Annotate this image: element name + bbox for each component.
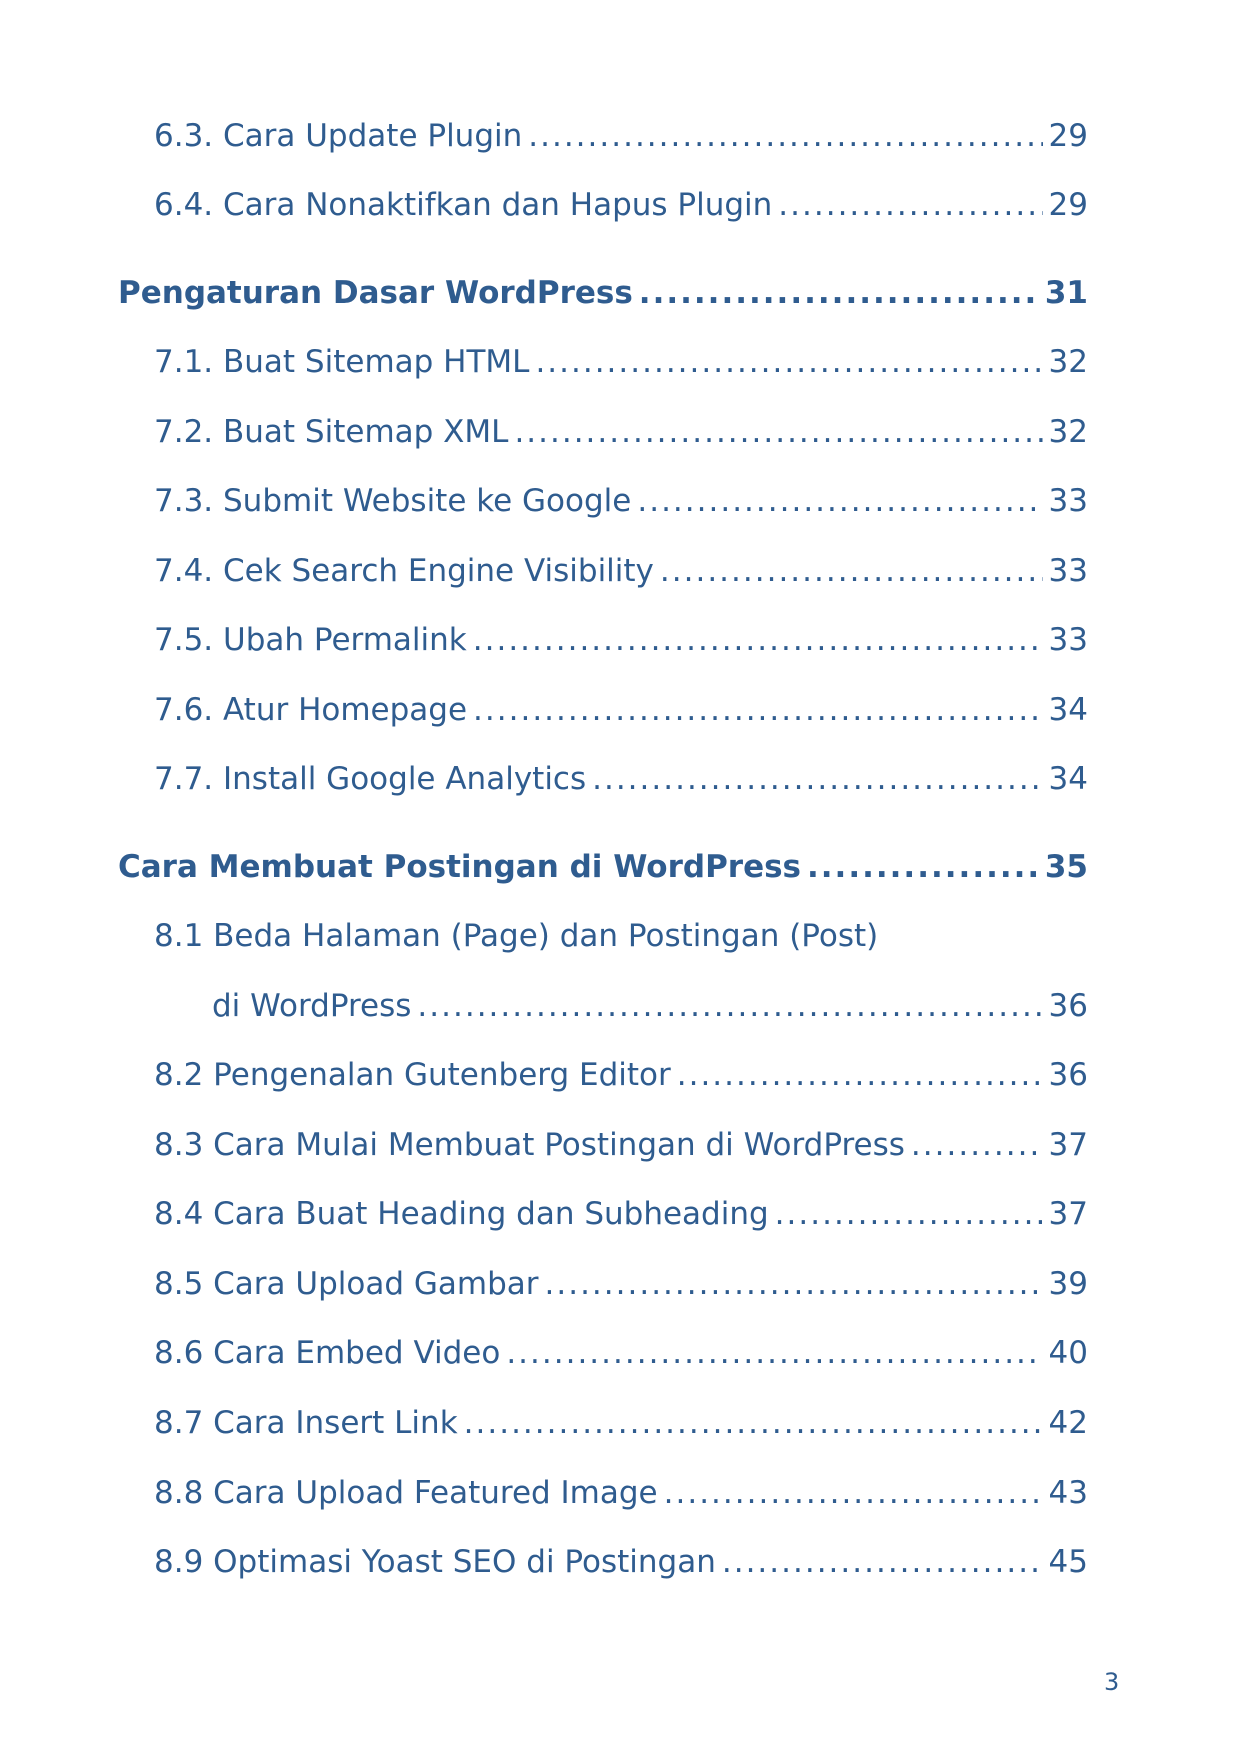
toc-entry-page: 34 bbox=[1048, 692, 1088, 728]
toc-chapter-pengaturan-dasar[interactable] bbox=[118, 275, 1088, 311]
toc-leader-dots bbox=[528, 118, 1042, 154]
toc-entry-7-5[interactable] bbox=[154, 622, 1088, 658]
toc-entry-page: 36 bbox=[1048, 988, 1088, 1024]
toc-entry-page: 34 bbox=[1048, 761, 1088, 797]
toc-entry-page: 40 bbox=[1048, 1335, 1088, 1371]
toc-entry-8-1-line-2[interactable] bbox=[212, 988, 1088, 1024]
toc-entry-title: 8.2 Pengenalan Gutenberg Editor bbox=[154, 1057, 671, 1093]
toc-entry-page: 43 bbox=[1048, 1475, 1088, 1511]
toc-entry-title: 7.7. Install Google Analytics bbox=[154, 761, 587, 797]
toc-entry-8-9[interactable] bbox=[154, 1544, 1088, 1580]
toc-entry-page: 39 bbox=[1048, 1266, 1088, 1302]
toc-entry-title: 8.6 Cara Embed Video bbox=[154, 1335, 501, 1371]
toc-entry-title: 7.3. Submit Website ke Google bbox=[154, 483, 632, 519]
toc-entry-7-6[interactable] bbox=[154, 692, 1088, 728]
toc-entry-6-3[interactable] bbox=[154, 118, 1088, 154]
toc-leader-dots bbox=[417, 988, 1042, 1024]
toc-entry-8-3[interactable] bbox=[154, 1127, 1088, 1163]
toc-entry-title: 7.5. Ubah Permalink bbox=[154, 622, 467, 658]
toc-leader-dots bbox=[660, 553, 1043, 589]
toc-entry-7-3[interactable] bbox=[154, 483, 1088, 519]
toc-leader-dots bbox=[473, 622, 1043, 658]
toc-entry-page: 32 bbox=[1048, 344, 1088, 380]
toc-entry-page: 36 bbox=[1048, 1057, 1088, 1093]
toc-entry-title: 8.8 Cara Upload Featured Image bbox=[154, 1475, 658, 1511]
page-number: 3 bbox=[1104, 1668, 1120, 1696]
toc-entry-8-6[interactable] bbox=[154, 1335, 1088, 1371]
toc-entry-page: 37 bbox=[1048, 1196, 1088, 1232]
toc-entry-page: 42 bbox=[1048, 1405, 1088, 1441]
toc-entry-page: 29 bbox=[1048, 118, 1088, 154]
toc-entry-page: 33 bbox=[1048, 483, 1088, 519]
toc-entry-title: 8.7 Cara Insert Link bbox=[154, 1405, 458, 1441]
toc-entry-title: 8.4 Cara Buat Heading dan Subheading bbox=[154, 1196, 769, 1232]
toc-entry-7-7[interactable] bbox=[154, 761, 1088, 797]
toc-leader-dots bbox=[473, 692, 1043, 728]
toc-leader-dots bbox=[639, 275, 1039, 311]
toc-entry-page: 45 bbox=[1048, 1544, 1088, 1580]
toc-entry-title: 7.6. Atur Homepage bbox=[154, 692, 468, 728]
toc-entry-page: 32 bbox=[1048, 414, 1088, 450]
toc-entry-7-2[interactable] bbox=[154, 414, 1088, 450]
toc-entry-title: 7.4. Cek Search Engine Visibility bbox=[154, 553, 654, 589]
toc-chapter-title: Pengaturan Dasar WordPress bbox=[118, 275, 633, 311]
toc-entry-8-1-line-1[interactable] bbox=[154, 918, 878, 954]
toc-entry-8-7[interactable] bbox=[154, 1405, 1088, 1441]
toc-entry-title: 7.2. Buat Sitemap XML bbox=[154, 414, 509, 450]
toc-leader-dots bbox=[664, 1475, 1043, 1511]
toc-entry-8-5[interactable] bbox=[154, 1266, 1088, 1302]
toc-leader-dots bbox=[807, 849, 1039, 885]
toc-chapter-page: 35 bbox=[1044, 849, 1088, 885]
toc-entry-title: 6.4. Cara Nonaktifkan dan Hapus Plugin bbox=[154, 187, 773, 223]
toc-leader-dots bbox=[545, 1266, 1043, 1302]
toc-entry-7-1[interactable] bbox=[154, 344, 1088, 380]
toc-entry-8-4[interactable] bbox=[154, 1196, 1088, 1232]
toc-entry-6-4[interactable] bbox=[154, 187, 1088, 223]
toc-leader-dots bbox=[775, 1196, 1043, 1232]
toc-leader-dots bbox=[535, 344, 1042, 380]
toc-leader-dots bbox=[778, 187, 1042, 223]
toc-chapter-page: 31 bbox=[1044, 275, 1088, 311]
toc-entry-8-8[interactable] bbox=[154, 1475, 1088, 1511]
toc-chapter-membuat-postingan[interactable] bbox=[118, 849, 1088, 885]
toc-entry-title: 8.1 Beda Halaman (Page) dan Postingan (Post) bbox=[154, 918, 879, 954]
toc-entry-title-continuation: di WordPress bbox=[212, 988, 412, 1024]
toc-entry-title: 8.9 Optimasi Yoast SEO di Postingan bbox=[154, 1544, 716, 1580]
toc-leader-dots bbox=[911, 1127, 1043, 1163]
toc-chapter-title: Cara Membuat Postingan di WordPress bbox=[118, 849, 801, 885]
toc-entry-title: 6.3. Cara Update Plugin bbox=[154, 118, 523, 154]
toc-entry-page: 29 bbox=[1048, 187, 1088, 223]
toc-entry-page: 37 bbox=[1048, 1127, 1088, 1163]
toc-leader-dots bbox=[464, 1405, 1043, 1441]
toc-leader-dots bbox=[514, 414, 1042, 450]
toc-leader-dots bbox=[677, 1057, 1043, 1093]
toc-entry-page: 33 bbox=[1048, 622, 1088, 658]
toc-entry-7-4[interactable] bbox=[154, 553, 1088, 589]
toc-entry-title: 7.1. Buat Sitemap HTML bbox=[154, 344, 530, 380]
toc-leader-dots bbox=[506, 1335, 1042, 1371]
toc-entry-title: 8.5 Cara Upload Gambar bbox=[154, 1266, 539, 1302]
toc-leader-dots bbox=[637, 483, 1042, 519]
toc-leader-dots bbox=[722, 1544, 1043, 1580]
toc-leader-dots bbox=[592, 761, 1042, 797]
toc-entry-title: 8.3 Cara Mulai Membuat Postingan di WordPress bbox=[154, 1127, 905, 1163]
toc-entry-page: 33 bbox=[1048, 553, 1088, 589]
toc-entry-8-2[interactable] bbox=[154, 1057, 1088, 1093]
